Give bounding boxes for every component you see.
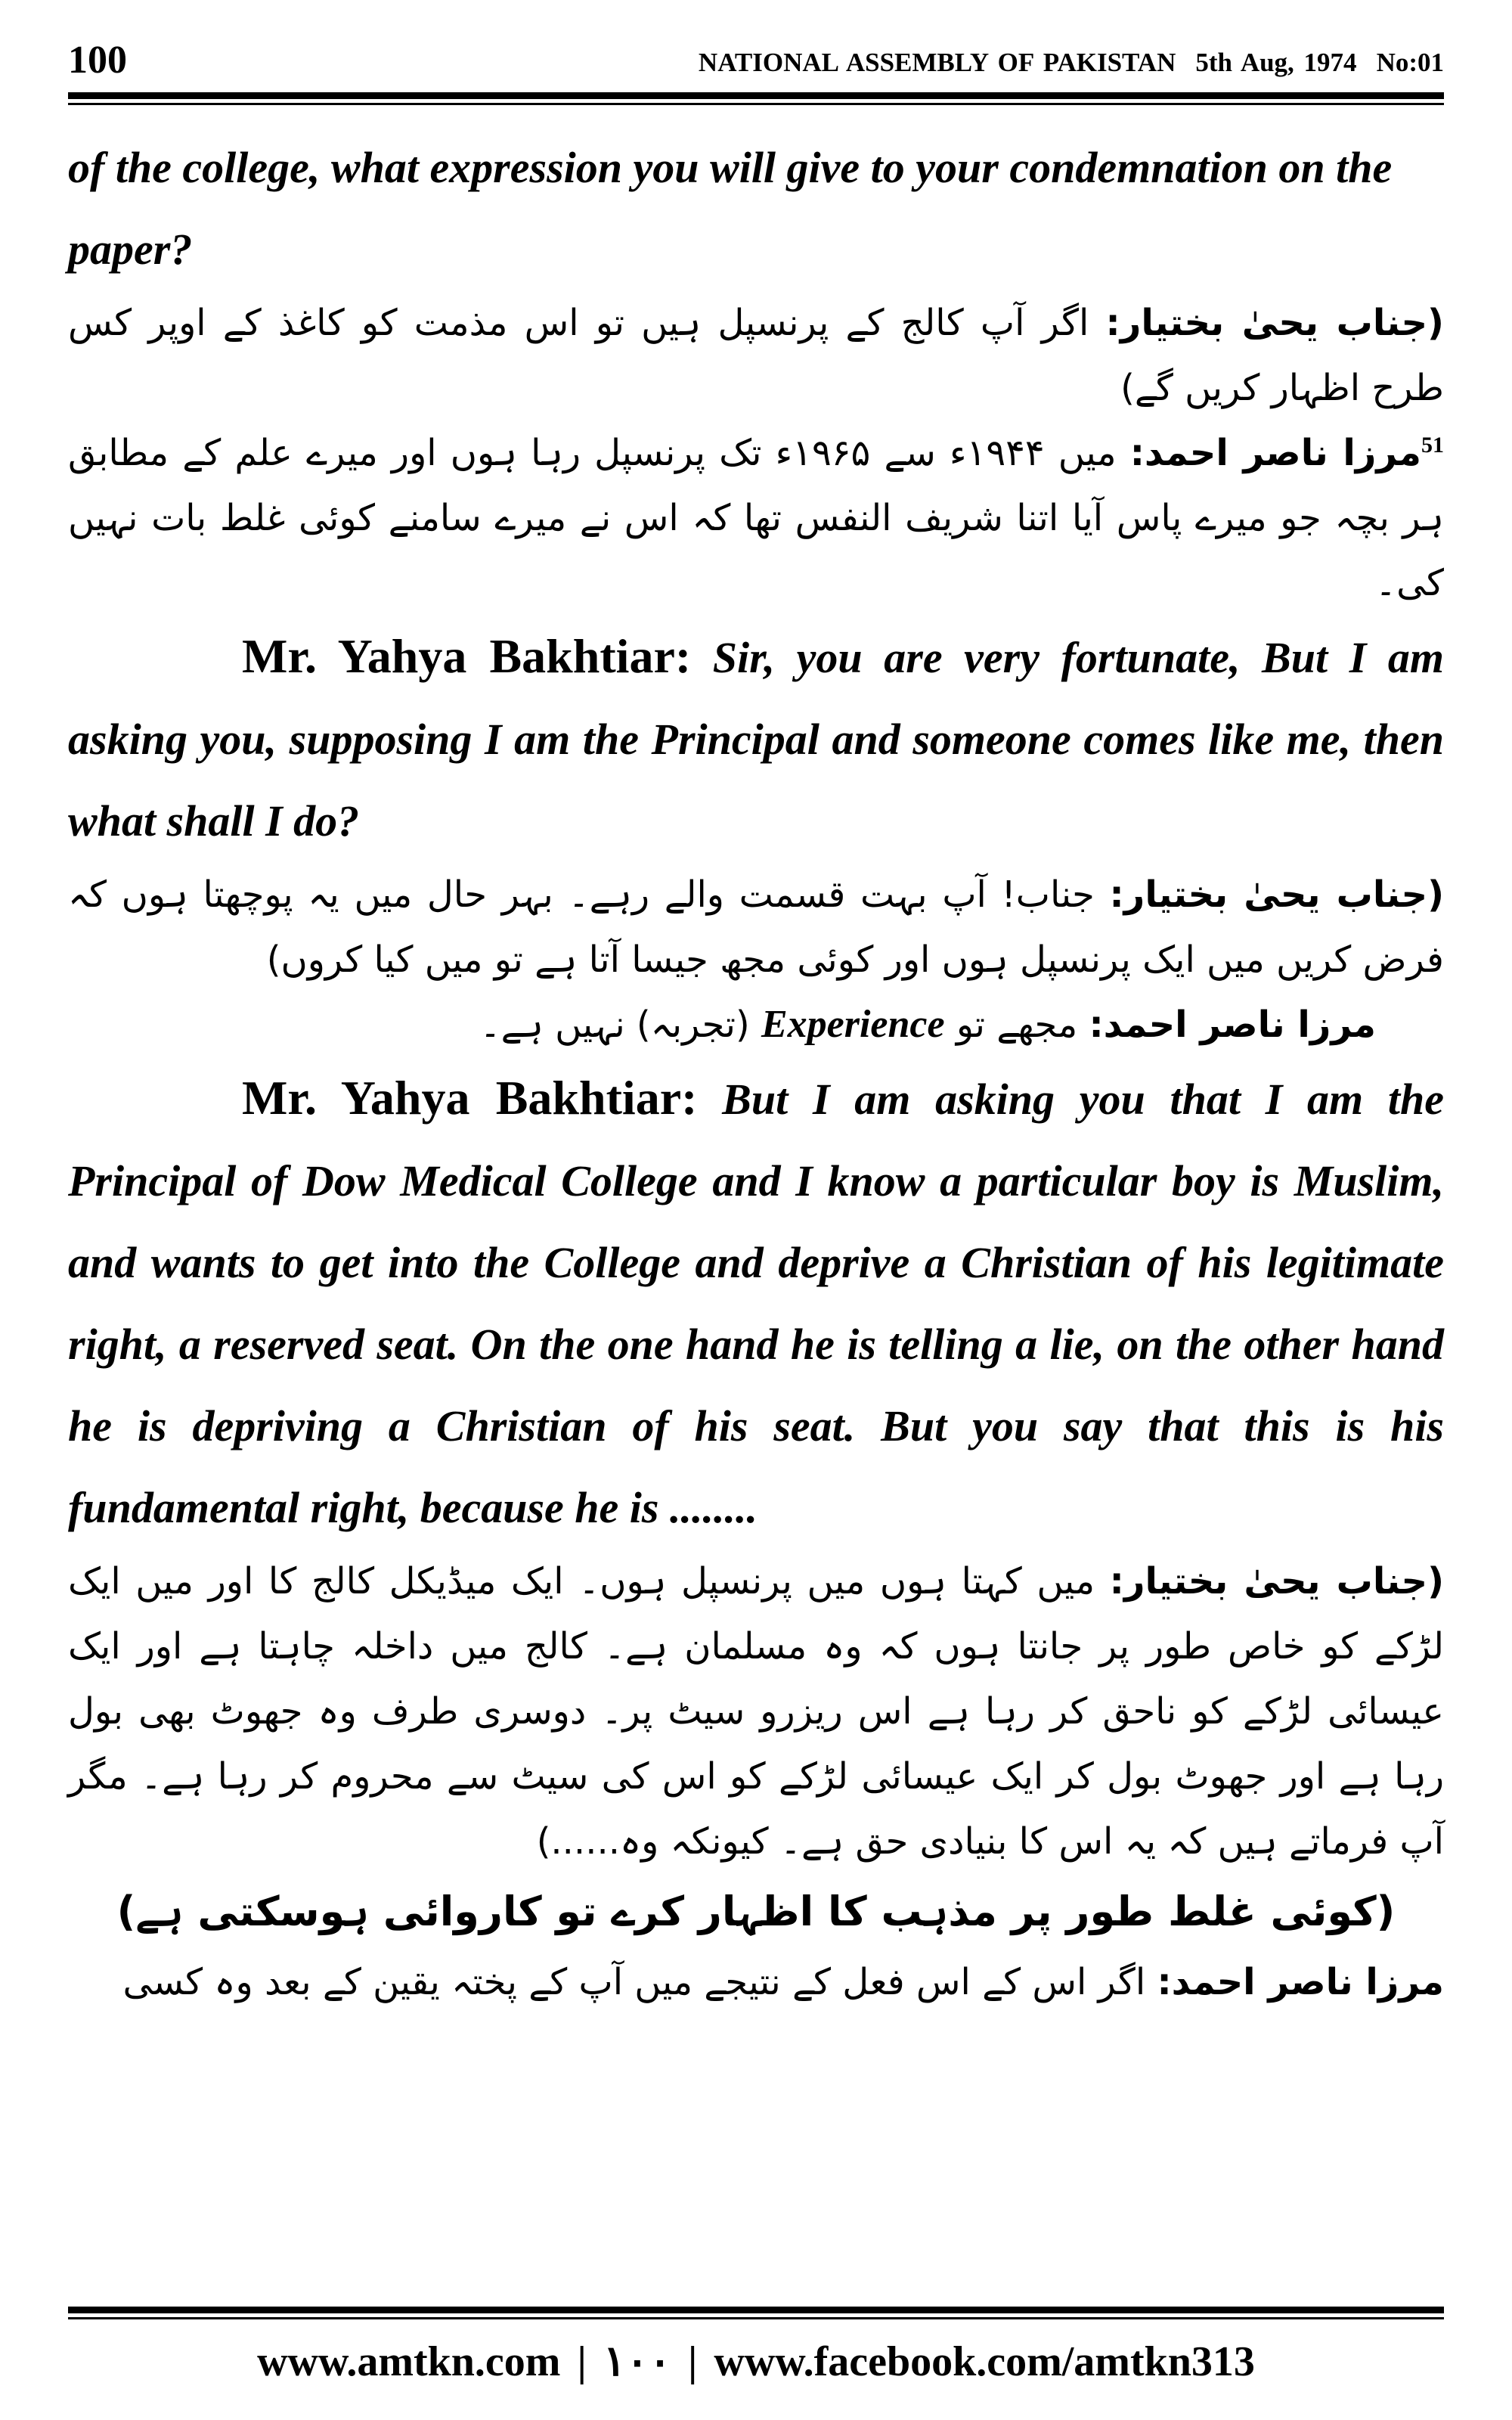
publication-name: NATIONAL ASSEMBLY OF PAKISTAN bbox=[698, 48, 1176, 77]
issue-number: No:01 bbox=[1376, 48, 1444, 77]
facebook-link[interactable]: www.facebook.com/amtkn313 bbox=[714, 2338, 1255, 2385]
header-rule-thick bbox=[68, 92, 1444, 99]
english-speaker: Mr. Yahya Bakhtiar: bbox=[242, 1071, 698, 1125]
urdu-speaker: مرزا ناصر احمد: bbox=[1129, 432, 1421, 474]
urdu-section-heading: (کوئی غلط طور پر مذہب کا اظہار کرے تو کاروائی ہوسکتی ہے) bbox=[116, 1888, 1396, 1935]
english-text: But I am asking you that I am the Principal of Dow Medical College and I know a particular boy is Muslim, and wants to get into the College and deprive a Christian of his legitimate right, a reserved seat. On the one hand he is telling a lie, on the other hand he is depriving a Christian of his seat. But you say that this is his fundamental right, because he is ........ bbox=[68, 1075, 1444, 1532]
english-paragraph bbox=[68, 616, 1444, 862]
urdu-text: جناب! آپ بہت قسمت والے رہے۔ بہر حال میں یہ پوچھتا ہوں کہ فرض کریں میں ایک پرنسپل ہوں اور کوئی مجھ جیسا آتا ہے تو میں کیا کروں) bbox=[68, 873, 1444, 981]
running-title bbox=[679, 39, 1444, 87]
urdu-text: اگر اس کے اس فعل کے نتیجے میں آپ کے پختہ یقین کے بعد وہ کسی bbox=[122, 1961, 1146, 2003]
footer-separator: | bbox=[577, 2338, 587, 2385]
urdu-text: میں ۱۹۴۴ء سے ۱۹۶۵ء تک پرنسپل رہا ہوں اور میرے علم کے مطابق ہر بچہ جو میرے پاس آیا اتنا شریف النفس تھا کہ اس نے میرے سامنے کوئی غلط بات نہیں کی۔ bbox=[68, 432, 1444, 604]
urdu-paragraph bbox=[68, 992, 1444, 1057]
urdu-text: میں کہتا ہوں میں پرنسپل ہوں۔ ایک میڈیکل کالج کا اور میں ایک لڑکے کو خاص طور پر جانتا ہوں کہ وہ مسلمان ہے۔ کالج میں داخلہ چاہتا ہے اور ایک عیسائی لڑکے کو ناحق کر رہا ہے اس ریزرو سیٹ پر۔ دوسری طرف وہ جھوٹ بھی بول رہا ہے اور جھوٹ بول کر ایک عیسائی لڑکے کو اس کی سیٹ سے محروم کر رہا ہے۔ مگر آپ فرماتے ہیں کہ یہ اس کا بنیادی حق ہے۔ کیونکہ وہ......) bbox=[68, 1560, 1444, 1863]
english-speaker: Mr. Yahya Bakhtiar: bbox=[242, 629, 692, 683]
page-footer bbox=[68, 2328, 1444, 2396]
website-link[interactable]: www.amtkn.com bbox=[257, 2338, 561, 2385]
footer-rule-thick bbox=[68, 2307, 1444, 2313]
urdu-paragraph bbox=[68, 420, 1444, 616]
urdu-text: مجھے تو bbox=[956, 1004, 1078, 1046]
page-body bbox=[68, 127, 1444, 2015]
urdu-text: اگر آپ کالج کے پرنسپل ہیں تو اس مذمت کو کاغذ کے اوپر کس طرح اظہار کریں گے) bbox=[68, 302, 1444, 409]
page-number: 100 bbox=[68, 39, 127, 82]
urdu-paragraph bbox=[68, 1549, 1444, 1874]
english-text: Sir, you are very fortunate, But I am asking you, supposing I am the Principal and someone comes like me, then what shall I do? bbox=[68, 633, 1445, 845]
english-inline-term: Experience bbox=[761, 1003, 945, 1046]
header-rule-thin bbox=[68, 103, 1444, 105]
urdu-speaker: مرزا ناصر احمد: bbox=[1157, 1961, 1444, 2003]
session-date: 5th Aug, 1974 bbox=[1195, 48, 1357, 77]
footnote-marker: 51 bbox=[1421, 433, 1444, 458]
page-header bbox=[68, 34, 1444, 87]
urdu-text: (تجربہ) نہیں ہے۔ bbox=[479, 1004, 750, 1046]
footer-rule-thin bbox=[68, 2317, 1444, 2319]
english-paragraph: of the college, what expression you will give to your condemnation on the paper? bbox=[68, 143, 1393, 274]
urdu-speaker: (جناب یحیٰ بختیار: bbox=[1109, 873, 1445, 916]
urdu-paragraph bbox=[68, 290, 1444, 420]
urdu-speaker: مرزا ناصر احمد: bbox=[1089, 1004, 1376, 1046]
urdu-speaker: (جناب یحیٰ بختیار: bbox=[1105, 302, 1444, 344]
urdu-page-number: ۱۰۰ bbox=[603, 2338, 672, 2385]
english-paragraph bbox=[68, 1057, 1444, 1549]
urdu-speaker: (جناب یحیٰ بختیار: bbox=[1109, 1560, 1445, 1602]
urdu-paragraph bbox=[68, 1950, 1444, 2015]
footer-separator: | bbox=[688, 2338, 698, 2385]
urdu-paragraph bbox=[68, 862, 1444, 992]
